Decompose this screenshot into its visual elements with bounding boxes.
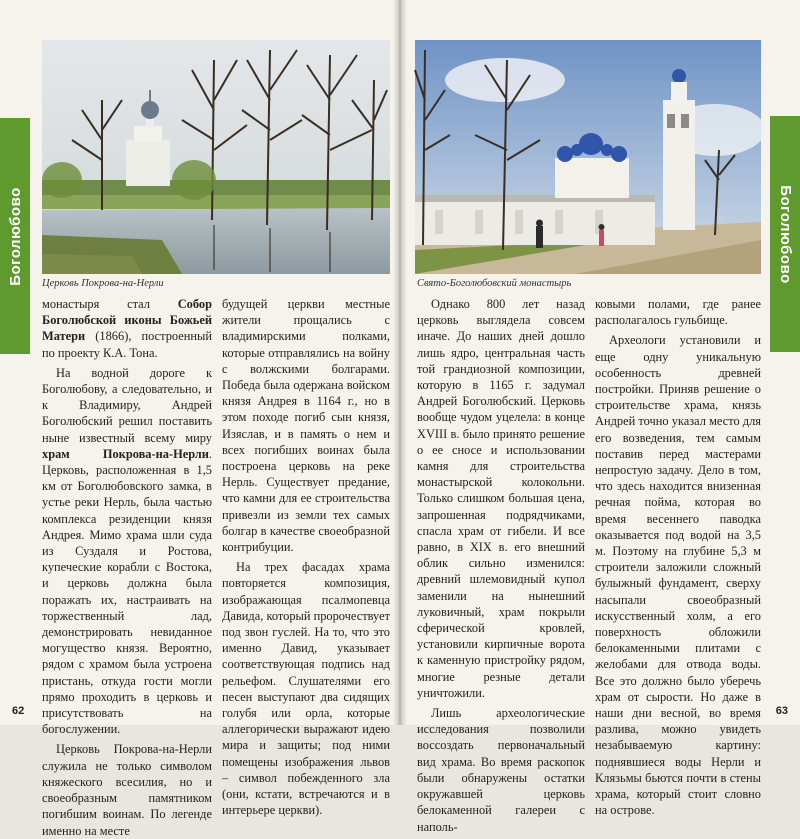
left-side-tab [0,118,30,354]
paragraph [42,296,212,361]
right-photo-caption: Свято-Боголюбовский монастырь [417,278,572,289]
photo-bogolyubovo-monastery [415,40,761,274]
paragraph: Однако 800 лет назад церковь выглядела совсем иначе. До наших дней дошло лишь ядро, центральная часть той грандиозной композиции, которую в 1165 г. задумал Андрей Боголюбский. Церковь вообще чудом уцелела: в конце XVIII в. было принято решение о ее сносе и использовании камня для строительства монастырской колокольни. Только слишком большая цена, запрошенная подрядчиками, спасла храм от гибели. И все равно, в XIX в. его внешний облик сильно изменился: древний шлемовидный купол заменили на нынешний луковичный, храм покрыли сферической кровлей, установили кирпичные ворота к каменную пристройку рядом, многие резные детали уничтожили. [417,297,585,700]
paragraph: Лишь археологические исследования позволили воссоздать первоначальный вид храма. Во время раскопок были обнаружены остатки окружавшей церковь белокаменной галереи с наполь- [417,706,585,834]
paragraph: ковыми полами, где ранее располагалось гульбище. [595,297,761,328]
text-span: монастыря стал [42,297,178,311]
paragraph [42,365,212,738]
photo-pokrova-na-nerli [42,40,390,274]
right-column-1 [417,296,585,835]
left-page-number: 62 [12,705,25,717]
paragraph: Археологи установили и еще одну уникальную особенность древней постройки. Приняв решение о строительстве храма, князь Андрей точно указал место для его возведения, тем самым поставив перед мастерами непростую задачу. Дело в том, что здесь находится внизенная речная пойма, которая во время весеннего паводка оказывается под водой на 3,5 м. Поэтому на глубине 5,3 м строители заложили сложный булыжный фундамент, сверху насыпали своеобразный искусственный холм, а его поверхность обложили белокаменными плитами с желобами для отвода воды. Все это должно было уберечь храм от сырости. Но даже в наши дни весной, во время разлива, можно увидеть незабываемую картину: поднявшиеся воды Нерли и Клязьмы бьются почти в стены храма, который стоит словно на острове. [595,333,761,818]
paragraph: будущей церкви местные жители прощались с владимирскими полками, которые отправлялись на войну с волжскими болгарами. Победа была одержана войском князя Андрея в 1164 г., но в этом походе погиб сын князя, Изяслав, и в память о нем и всех погибших воинах была построена церковь на реке Нерль. Существует предание, что камни для ее строительства привезли из земли тех самых болгар в качестве своеобразной контрибуции. [222,297,390,555]
bold-text: храм Покрова-на-Нерли [42,446,209,461]
text-span: . Церковь, расположенная в 1,5 км от Боголюбовского замка, в устье реки Нерль, была частью комплекса резиденции князя Андрея. Мимо храма шли суда из Суздаля и Ростова, купеческие корабли с Востока, и церковь должна была поражать их, настраивать на торжественный лад, демонстрировать невиданное могущество князя. Вероятно, рядом с храмом была устроена пристань, откуда гости могли прямо проходить в церковь и присутствовать на богослужении. [42,446,212,737]
right-column-2 [595,296,761,819]
left-side-tab-label: Боголюбово [6,186,24,286]
text-span: На водной дороге к Боголюбову, а следовательно, и к Владимиру, Андрей Боголюбский решил поставить ныне известный всему миру [42,365,212,445]
left-column-2 [222,296,390,819]
bold-text: Собор Боголюбской иконы Божьей Матери [42,297,212,344]
left-photo-caption: Церковь Покрова-на-Нерли [42,278,164,289]
left-page [0,0,399,838]
left-column-1 [42,296,212,839]
book-gutter [393,0,407,725]
paragraph: На трех фасадах храма повторяется композиция, изображающая псалмопевца Давида, который пророчествует под звон гуслей. На то, что это именно Давид, указывает соответствующая подпись над рельефом. Слушателями его песен выступают два сидящих голубя или орла, которые аллегорически выражают идею мира и защиты; под ними помещены изображения львов – символ побежденного зла (они, кстати, встречаются и в интерьере церкви). [222,560,390,818]
right-side-tab-label: Боголюбово [776,184,794,284]
right-page [401,0,800,834]
right-page-number: 63 [775,705,788,717]
text-span: (1866), построенный по проекту К.А. Тона. [42,329,212,360]
paragraph: Церковь Покрова-на-Нерли служила не только символом княжеского всесилия, но и своеобразным памятником погибшим воинам. По легенде именно на месте [42,742,212,838]
right-side-tab [770,116,800,352]
